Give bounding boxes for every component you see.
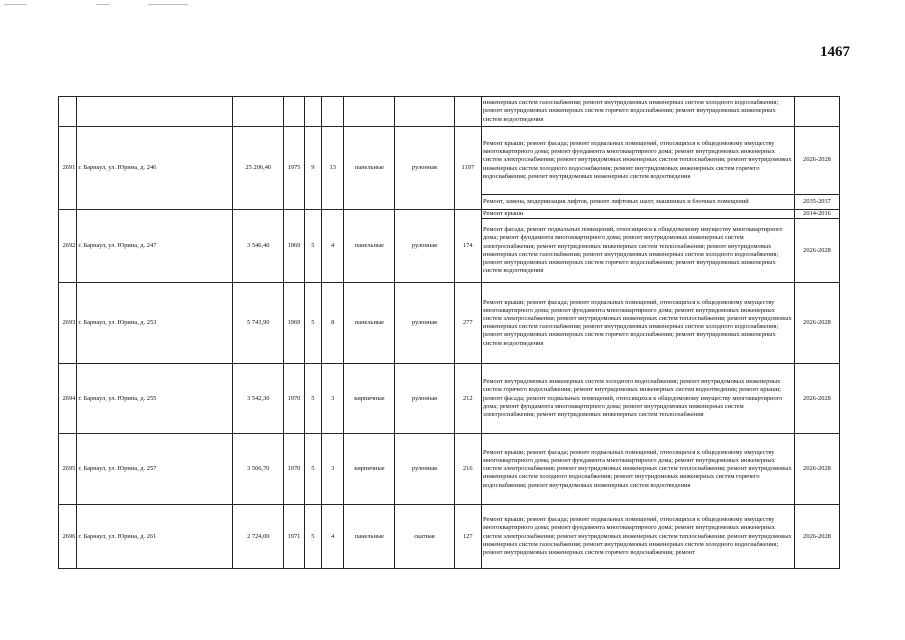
address-cell (77, 97, 233, 127)
area-cell: 3 546,40 (233, 210, 284, 283)
wall-material-cell: панельные (344, 210, 395, 283)
entrances-cell: 3 (322, 364, 344, 434)
address-cell: г. Барнаул, ул. Юрина, д. 255 (77, 364, 233, 434)
period-cell: 2014-2016 (795, 210, 840, 219)
housing-repair-table (58, 96, 840, 569)
works-cell: Ремонт крыши; ремонт фасада; ремонт подвальных помещений, относящихся к общедомовому имуществу многоквартирного дома; ремонт фундамента многоквартирного дома; ремонт внутридомовых инженерных систем электроснабжения; ремонт внутридомовых инженерных систем теплоснабжения; ремонт внутридомовых инженерных систем холодного водоснабжения; ремонт внутридомовых инженерных систем горячего водоснабжения; ремонт внутридомовых инженерных систем водоотведения (482, 127, 795, 195)
period-cell: 2026-2028 (795, 283, 840, 364)
area-cell: 3 542,30 (233, 364, 284, 434)
area-cell: 5 743,90 (233, 283, 284, 364)
table-row (59, 210, 840, 219)
period-cell (795, 97, 840, 127)
table-row (59, 364, 840, 434)
year-cell: 1970 (284, 434, 304, 505)
row-number: 2695 (59, 434, 77, 505)
period-cell: 2035-2037 (795, 195, 840, 210)
page-number: 1467 (820, 44, 850, 60)
wall-material-cell: панельные (344, 505, 395, 569)
works-cell: Ремонт внутридомовых инженерных систем холодного водоснабжения; ремонт внутридомовых инженерных систем горячего водоснабжения; ремонт внутридомовых инженерных систем водоотведения; ремонт крыши; ремонт фасада; ремонт подвальных помещений, относящихся к общедомовому имуществу многоквартирного дома; ремонт фундамента многоквартирного дома; ремонт внутридомовых инженерных систем электроснабжения; ремонт внутридомовых инженерных систем теплоснабжения (482, 364, 795, 434)
table-row (59, 505, 840, 569)
year-cell (284, 97, 304, 127)
residents-cell: 127 (454, 505, 482, 569)
roof-type-cell: рулонная (395, 283, 454, 364)
floors-cell: 5 (304, 505, 321, 569)
scan-artifact (96, 4, 110, 5)
works-cell: Ремонт крыши; ремонт фасада; ремонт подвальных помещений, относящихся к общедомовому имуществу многоквартирного дома; ремонт фундамента многоквартирного дома; ремонт внутридомовых инженерных систем электроснабжения; ремонт внутридомовых инженерных систем теплоснабжения; ремонт внутридомовых инженерных систем холодного водоснабжения; ремонт внутридомовых инженерных систем горячего водоснабжения; ремонт внутридомовых инженерных систем водоотведения (482, 434, 795, 505)
period-cell: 2026-2028 (795, 434, 840, 505)
wall-material-cell (344, 97, 395, 127)
roof-type-cell: рулонная (395, 210, 454, 283)
period-cell: 2026-2028 (795, 127, 840, 195)
row-number: 2696 (59, 505, 77, 569)
floors-cell: 5 (304, 210, 321, 283)
table-row (59, 127, 840, 195)
works-cell: инженерных систем газоснабжения; ремонт внутридомовых инженерных систем холодного водоснабжения; ремонт внутридомовых инженерных систем горячего водоснабжения; ремонт внутридомовых инженерных систем водоотведения (482, 97, 795, 127)
floors-cell: 5 (304, 283, 321, 364)
roof-type-cell: скатная (395, 505, 454, 569)
wall-material-cell: панельные (344, 127, 395, 210)
floors-cell: 9 (304, 127, 321, 210)
entrances-cell: 8 (322, 283, 344, 364)
entrances-cell: 4 (322, 505, 344, 569)
year-cell: 1971 (284, 505, 304, 569)
address-cell: г. Барнаул, ул. Юрина, д. 253 (77, 283, 233, 364)
row-number: 2692 (59, 210, 77, 283)
roof-type-cell: рулонная (395, 434, 454, 505)
area-cell: 25 206,40 (233, 127, 284, 210)
residents-cell (454, 97, 482, 127)
residents-cell: 1197 (454, 127, 482, 210)
entrances-cell (322, 97, 344, 127)
year-cell: 1970 (284, 364, 304, 434)
floors-cell: 5 (304, 434, 321, 505)
entrances-cell: 13 (322, 127, 344, 210)
address-cell: г. Барнаул, ул. Юрина, д. 246 (77, 127, 233, 210)
scan-artifact (4, 4, 26, 5)
roof-type-cell: рулонная (395, 364, 454, 434)
works-cell: Ремонт крыши; ремонт фасада; ремонт подвальных помещений, относящихся к общедомовому имуществу многоквартирного дома; ремонт фундамента многоквартирного дома; ремонт внутридомовых инженерных систем электроснабжения; ремонт внутридомовых инженерных систем теплоснабжения; ремонт внутридомовых инженерных систем газоснабжения; ремонт внутридомовых инженерных систем холодного водоснабжения; ремонт внутридомовых инженерных систем горячего водоснабжения; ремонт (482, 505, 795, 569)
residents-cell: 174 (454, 210, 482, 283)
table-row (59, 283, 840, 364)
wall-material-cell: кирпичные (344, 364, 395, 434)
table-row (59, 434, 840, 505)
period-cell: 2026-2028 (795, 219, 840, 283)
table-row (59, 97, 840, 127)
floors-cell: 5 (304, 364, 321, 434)
works-cell: Ремонт крыши; ремонт фасада; ремонт подвальных помещений, относящихся к общедомовому имуществу многоквартирного дома; ремонт фундамента многоквартирного дома; ремонт внутридомовых инженерных систем электроснабжения; ремонт внутридомовых инженерных систем теплоснабжения; ремонт внутридомовых инженерных систем газоснабжения; ремонт внутридомовых инженерных систем холодного водоснабжения; ремонт внутридомовых инженерных систем горячего водоснабжения; ремонт внутридомовых инженерных систем водоотведения (482, 283, 795, 364)
wall-material-cell: кирпичные (344, 434, 395, 505)
area-cell: 3 506,70 (233, 434, 284, 505)
scan-artifact (148, 4, 188, 5)
works-cell: Ремонт фасада; ремонт подвальных помещений, относящихся к общедомовому имуществу многоквартирного дома; ремонт фундамента многоквартирного дома; ремонт внутридомовых инженерных систем электроснабжения; ремонт внутридомовых инженерных систем теплоснабжения; ремонт внутридомовых инженерных систем газоснабжения; ремонт внутридомовых инженерных систем холодного водоснабжения; ремонт внутридомовых инженерных систем горячего водоснабжения; ремонт внутридомовых инженерных систем водоотведения (482, 219, 795, 283)
works-cell: Ремонт, замена, модернизация лифтов, ремонт лифтовых шахт, машинных и блочных помещений (482, 195, 795, 210)
residents-cell: 212 (454, 364, 482, 434)
period-cell: 2026-2028 (795, 505, 840, 569)
address-cell: г. Барнаул, ул. Юрина, д. 261 (77, 505, 233, 569)
row-number: 2694 (59, 364, 77, 434)
address-cell: г. Барнаул, ул. Юрина, д. 247 (77, 210, 233, 283)
wall-material-cell: панельные (344, 283, 395, 364)
roof-type-cell (395, 97, 454, 127)
roof-type-cell: рулонная (395, 127, 454, 210)
works-cell: Ремонт крыши (482, 210, 795, 219)
row-number (59, 97, 77, 127)
year-cell: 1969 (284, 283, 304, 364)
residents-cell: 216 (454, 434, 482, 505)
year-cell: 1975 (284, 127, 304, 210)
floors-cell (304, 97, 321, 127)
area-cell (233, 97, 284, 127)
entrances-cell: 4 (322, 210, 344, 283)
row-number: 2691 (59, 127, 77, 210)
residents-cell: 277 (454, 283, 482, 364)
entrances-cell: 3 (322, 434, 344, 505)
period-cell: 2026-2028 (795, 364, 840, 434)
address-cell: г. Барнаул, ул. Юрина, д. 257 (77, 434, 233, 505)
row-number: 2693 (59, 283, 77, 364)
area-cell: 2 724,00 (233, 505, 284, 569)
year-cell: 1969 (284, 210, 304, 283)
